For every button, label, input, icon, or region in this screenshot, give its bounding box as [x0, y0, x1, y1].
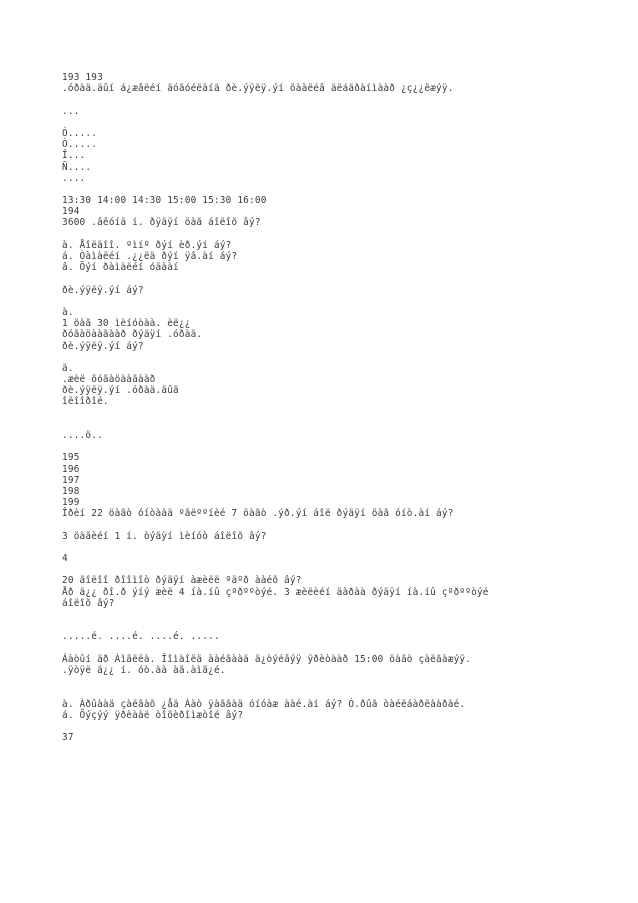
text-line: ä.: [62, 362, 74, 374]
blank-line: [62, 676, 622, 698]
blank-line: [62, 229, 622, 240]
blank-line: [62, 520, 622, 531]
text-line: 196: [62, 463, 80, 475]
text-line: 1 öàã 30 ìèíóòàà. èë¿¿: [62, 318, 191, 330]
text-line: .....é. ....é. ....é. .....: [62, 631, 220, 643]
text-line: 199: [62, 497, 80, 509]
text-line: Îðèí 22 öàãò óíòààä ºãëººíèé 7 öàãò .ýð.ýí áîë ðýäÿí öàã óíò.àí áý?: [62, 508, 454, 520]
blank-line: [62, 542, 622, 553]
blank-line: [62, 609, 622, 631]
blank-line: [62, 184, 622, 195]
text-line: ....: [62, 172, 86, 184]
text-line: ....ö..: [62, 430, 103, 442]
text-line: Ñ....: [62, 161, 92, 173]
text-line: à. Àðûààä çàëãàõ ¿åä Áàò ÿàããàä óíóàæ ààé.àí áý? Ó.ðûã òàéëáàðëààðàé.: [62, 698, 466, 710]
text-line: 198: [62, 485, 80, 497]
text-line: Ó.....: [62, 139, 98, 151]
text-line: 193 193: [62, 72, 103, 83]
text-line: Áàòûí äð Àìãëëà. Îîìàîëä ààéãààä ä¿òýéâýÿ ÿðèòààð 15:00 öàãò çàëãàæýÿ.: [62, 653, 472, 665]
text-line: îëîîðîé.: [62, 396, 109, 408]
text-line: ðè.ýÿëÿ.ýí .óðàä.äûã: [62, 385, 179, 397]
blank-line: [62, 117, 622, 128]
text-line: à.: [62, 306, 74, 318]
text-line: ðè.ýÿëÿ.ýí áý?: [62, 340, 144, 352]
blank-line: [62, 721, 622, 732]
text-line: 194: [62, 206, 80, 218]
text-line: Ó.....: [62, 127, 98, 139]
text-line: á. Òàìàëéí .¿¿ëä ðýí ÿâ.àí áý?: [62, 251, 238, 262]
text-line: 195: [62, 452, 80, 464]
text-line: 3 öàãèéí 1 í. òýäÿí ìèíóò áîëîõ âý?: [62, 530, 267, 542]
text-line: ðóãàöààãààð ðýäÿí .óðàä.: [62, 329, 203, 341]
text-line: .æèë õóãàöààãààð: [62, 374, 156, 386]
text-line: á. Õýçýý ÿðèààë òîõèðîìæòîé âý?: [62, 709, 244, 721]
blank-line: [62, 296, 622, 307]
blank-line: [62, 408, 622, 430]
text-line: 197: [62, 474, 80, 486]
blank-line: [62, 94, 622, 105]
blank-line: [62, 273, 622, 284]
document-page: [62, 72, 622, 743]
text-line: 3600 .âêóíä í. ðÿäÿí öàã áîëîõ âý?: [62, 217, 261, 229]
blank-line: [62, 564, 622, 575]
text-line: à. Åîëäîî. ºìíº ðýí èð.ýí áý?: [62, 239, 232, 251]
text-line: Î...: [62, 150, 86, 162]
blank-line: [62, 352, 622, 363]
text-line: 37: [62, 732, 74, 744]
text-line: 13:30 14:00 14:30 15:00 15:30 16:00: [62, 195, 267, 207]
text-line: .óðàä.äûí á¿æâëéí äóãóéëàíä ðè.ýÿëÿ.ýí öààëéâ äëáäðàíìààð ¿ç¿¿ëæýÿ.: [62, 83, 454, 95]
blank-line: [62, 643, 622, 654]
text-line: Åð ä¿¿ ðî.ð ýíý æèë 4 íà.íû çºðººòýé. 3 æèëèéí äàðàà ðýäÿí íà.íû çºðººòýé: [62, 586, 489, 598]
text-line: .ÿòÿë ä¿¿ í. óò.àà àã.àìã¿é.: [62, 664, 226, 676]
blank-line: [62, 441, 622, 452]
text-line: 20 ãîëîî ðîîìîò ðýäÿí àæèëë ºäºð ààéõ âý?: [62, 575, 302, 587]
text-line: ...: [62, 105, 80, 117]
text-line: â. Õýí ðàìàëéí óäààí: [62, 262, 179, 274]
text-line: 4: [62, 553, 68, 565]
text-line: ðè.ýÿëÿ.ýí áý?: [62, 284, 144, 296]
text-line: áîëîõ âý?: [62, 597, 115, 609]
